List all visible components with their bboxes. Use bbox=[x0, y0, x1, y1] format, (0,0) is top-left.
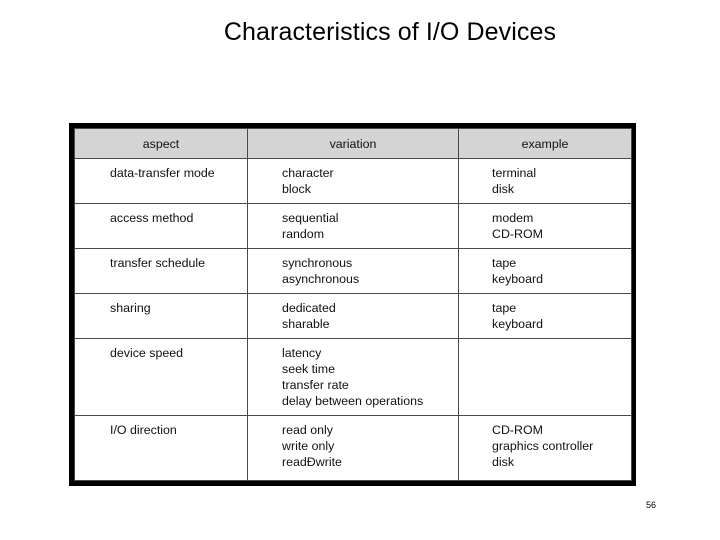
cell-text: terminal bbox=[492, 166, 537, 180]
cell-text: synchronous bbox=[282, 256, 353, 270]
header-example: example bbox=[459, 129, 632, 159]
cell-example bbox=[459, 339, 632, 416]
header-variation: variation bbox=[248, 129, 459, 159]
table-row bbox=[75, 294, 632, 339]
cell-aspect bbox=[75, 159, 248, 204]
cell-variation bbox=[248, 294, 459, 339]
cell-variation bbox=[248, 249, 459, 294]
page-number: 56 bbox=[646, 500, 657, 510]
cell-aspect bbox=[75, 416, 248, 481]
cell-example bbox=[459, 416, 632, 481]
table-row bbox=[75, 159, 632, 204]
cell-aspect bbox=[75, 249, 248, 294]
table-row bbox=[75, 249, 632, 294]
cell-variation bbox=[248, 416, 459, 481]
cell-text: access method bbox=[110, 211, 194, 225]
cell-text: seek time bbox=[282, 362, 336, 376]
cell-text: modem bbox=[492, 211, 534, 225]
cell-text: device speed bbox=[110, 346, 184, 360]
cell-text: write only bbox=[282, 439, 335, 453]
cell-text: tape bbox=[492, 301, 517, 315]
cell-text: keyboard bbox=[492, 317, 543, 331]
cell-text: block bbox=[282, 182, 311, 196]
cell-text: dedicated bbox=[282, 301, 336, 315]
table-header-row bbox=[75, 129, 632, 159]
cell-text: readÐwrite bbox=[282, 455, 342, 469]
io-characteristics-table bbox=[74, 128, 632, 481]
cell-text: latency bbox=[282, 346, 322, 360]
cell-text: disk bbox=[492, 182, 515, 196]
cell-variation bbox=[248, 204, 459, 249]
cell-aspect bbox=[75, 339, 248, 416]
cell-text: sequential bbox=[282, 211, 339, 225]
cell-variation bbox=[248, 159, 459, 204]
table-row bbox=[75, 204, 632, 249]
slide-title: Characteristics of I/O Devices bbox=[223, 18, 557, 46]
cell-text: delay between operations bbox=[282, 394, 424, 408]
header-aspect: aspect bbox=[75, 129, 248, 159]
table-row bbox=[75, 339, 632, 416]
cell-text: transfer schedule bbox=[110, 256, 206, 270]
cell-text: read only bbox=[282, 423, 333, 437]
cell-text: transfer rate bbox=[282, 378, 349, 392]
table-row bbox=[75, 416, 632, 481]
cell-text: CD-ROM bbox=[492, 423, 543, 437]
cell-text: CD-ROM bbox=[492, 227, 543, 241]
cell-text: data-transfer mode bbox=[110, 166, 215, 180]
cell-text: graphics controller bbox=[492, 439, 594, 453]
cell-variation bbox=[248, 339, 459, 416]
cell-example bbox=[459, 204, 632, 249]
cell-text: sharable bbox=[282, 317, 330, 331]
cell-example bbox=[459, 294, 632, 339]
cell-text: sharing bbox=[110, 301, 151, 315]
cell-example bbox=[459, 249, 632, 294]
cell-text: random bbox=[282, 227, 325, 241]
cell-example bbox=[459, 159, 632, 204]
cell-aspect bbox=[75, 204, 248, 249]
cell-text: I/O direction bbox=[110, 423, 177, 437]
cell-aspect bbox=[75, 294, 248, 339]
cell-text: disk bbox=[492, 455, 515, 469]
io-characteristics-table-frame bbox=[69, 123, 636, 486]
cell-text: keyboard bbox=[492, 272, 543, 286]
cell-text: asynchronous bbox=[282, 272, 360, 286]
cell-text: tape bbox=[492, 256, 517, 270]
cell-text: character bbox=[282, 166, 334, 180]
